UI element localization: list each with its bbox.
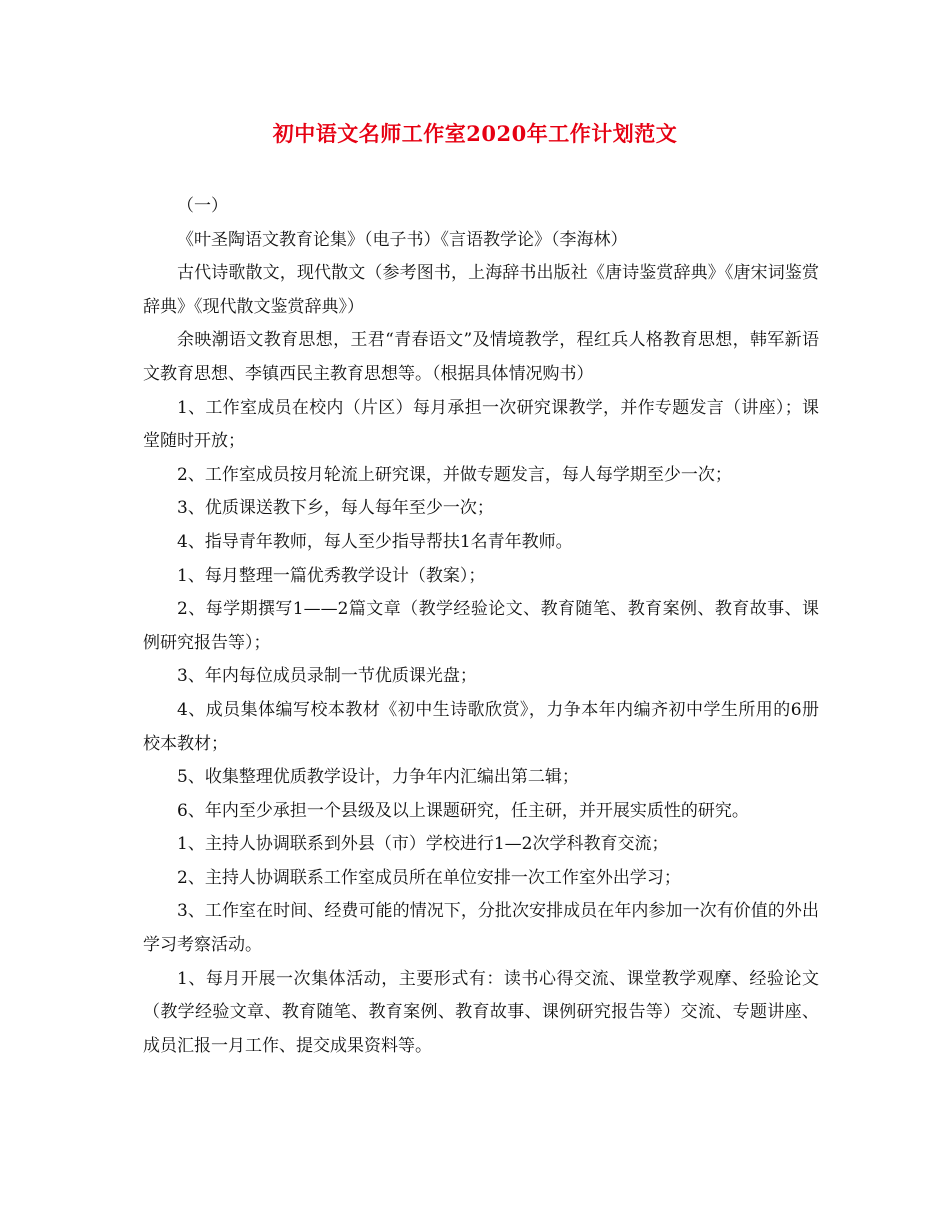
paragraph-18: 1、每月开展一次集体活动，主要形式有：读书心得交流、课堂教学观摩、经验论文（教学经验文章、教育随笔、教育案例、教育故事、课例研究报告等）交流、专题讲座、成员汇报一月工作、提交成果资料等。 (143, 968, 819, 1056)
paragraph-17: 3、工作室在时间、经费可能的情况下，分批次安排成员在年内参加一次有价值的外出学习考察活动。 (143, 901, 819, 956)
paragraph-11: 3、年内每位成员录制一节优质课光盘； (177, 666, 477, 687)
paragraph-10: 2、每学期撰写1——2篇文章（教学经验论文、教育随笔、教育案例、教育故事、课例研究报告等）； (143, 599, 819, 653)
paragraph-16: 2、主持人协调联系工作室成员所在单位安排一次工作室外出学习； (177, 867, 681, 888)
paragraph-3: 古代诗歌散文，现代散文（参考图书，上海辞书出版社《唐诗鉴赏辞典》《唐宋词鉴赏辞典》《现代散文鉴赏辞典》） (143, 263, 819, 317)
paragraph-15: 1、主持人协调联系到外县（市）学校进行1—2次学科教育交流； (177, 834, 669, 855)
paragraph-7: 3、优质课送教下乡，每人每年至少一次； (177, 498, 494, 519)
paragraph-5: 1、工作室成员在校内（片区）每月承担一次研究课教学，并作专题发言（讲座）；课堂随时开放； (143, 397, 819, 452)
paragraph-9: 1、每月整理一篇优秀教学设计（教案）； (177, 565, 486, 586)
paragraph-6: 2、工作室成员按月轮流上研究课，并做专题发言，每人每学期至少一次； (177, 464, 732, 485)
paragraph-14: 6、年内至少承担一个县级及以上课题研究，任主研，并开展实质性的研究。 (177, 800, 749, 821)
paragraph-1: （一） (177, 196, 228, 216)
paragraph-8: 4、指导青年教师，每人至少指导帮扶1名青年教师。 (177, 531, 573, 552)
paragraph-4: 余映潮语文教育思想，王君“青春语文”及情境教学，程红兵人格教育思想，韩军新语文教育思想、李镇西民主教育思想等。（根据具体情况购书） (143, 330, 819, 384)
paragraph-13: 5、收集整理优质教学设计，力争年内汇编出第二辑； (177, 767, 579, 788)
document-body (143, 190, 819, 1063)
paragraph-12: 4、成员集体编写校本教材《初中生诗歌欣赏》，力争本年内编齐初中学生所用的6册校本教材； (143, 699, 819, 754)
document-title: 初中语文名师工作室2020年工作计划范文 (272, 121, 678, 146)
paragraph-2: 《叶圣陶语文教育论集》（电子书）《言语教学论》（李海林） (177, 229, 628, 250)
